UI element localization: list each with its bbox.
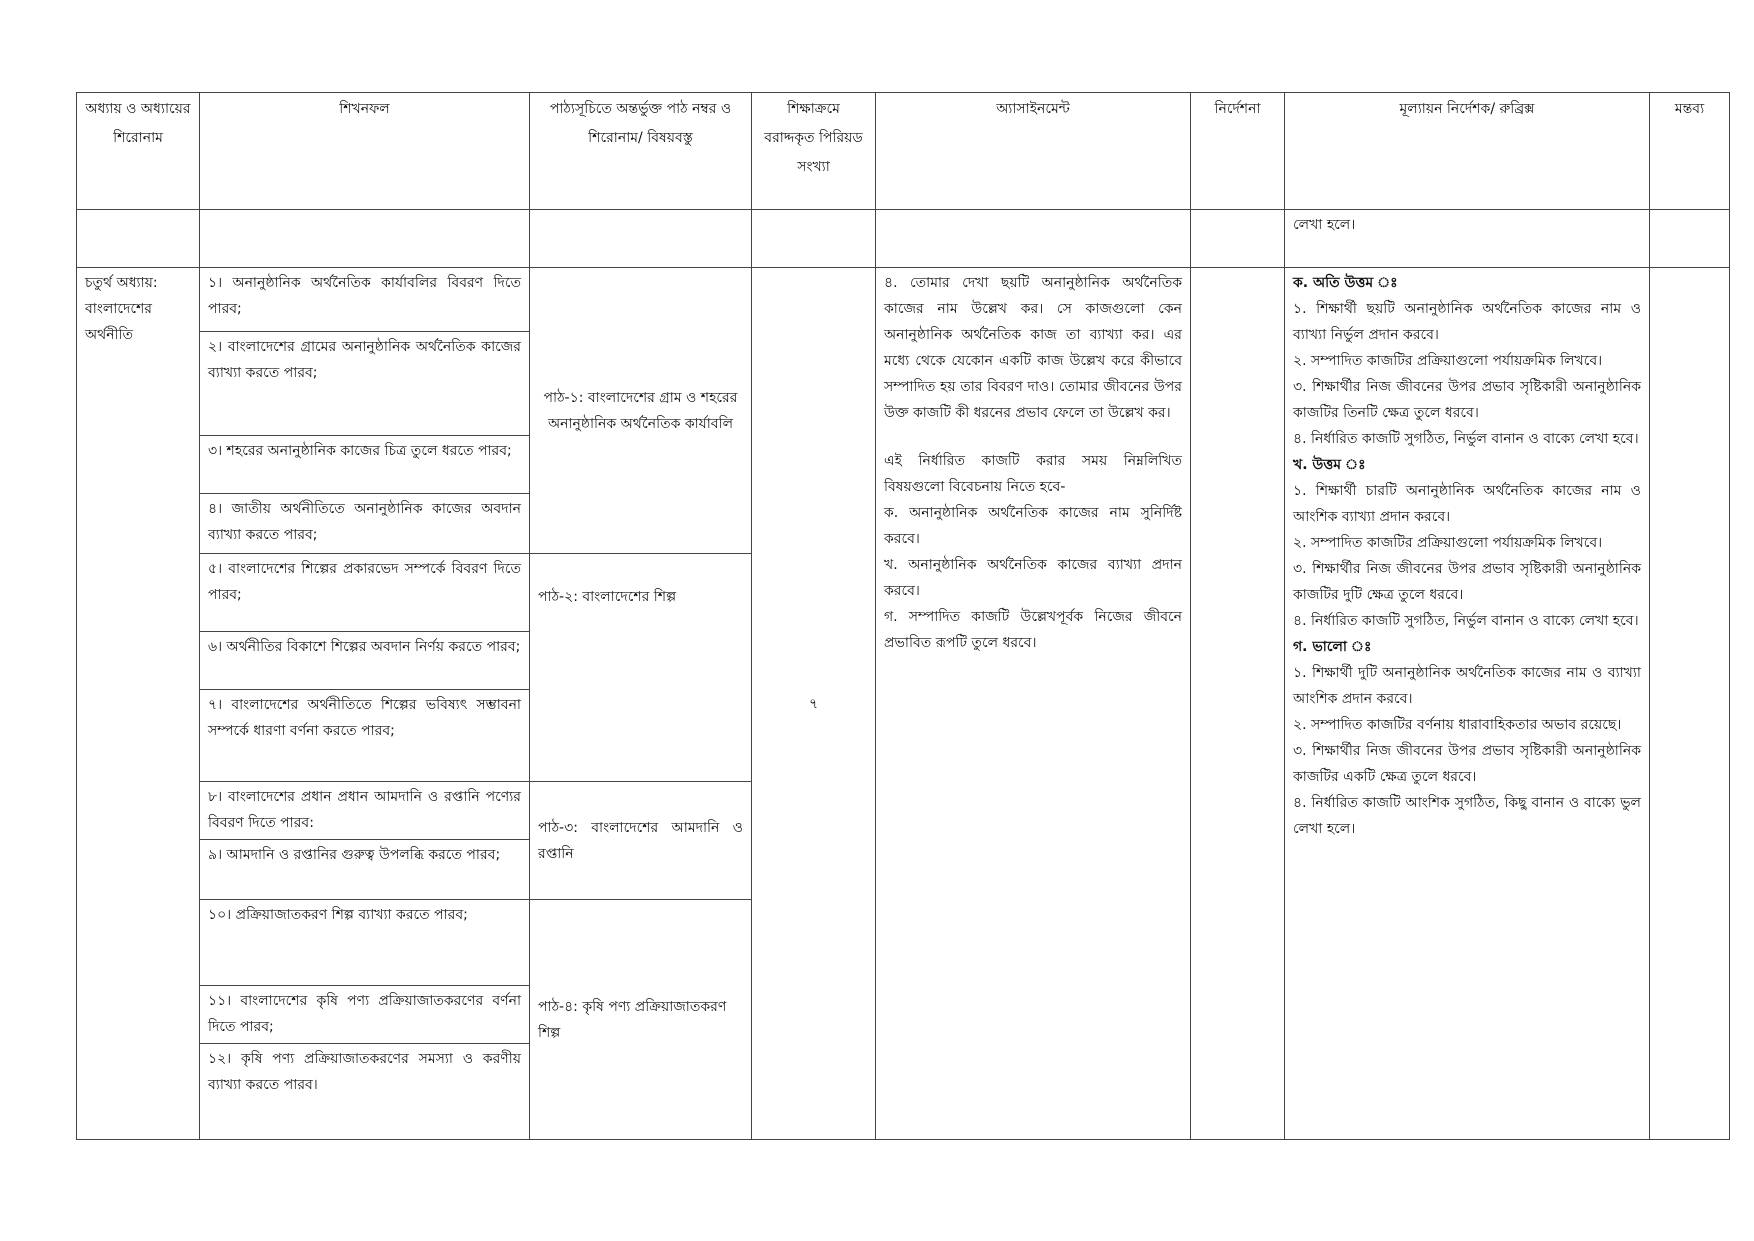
rubric-item: ৪. নির্ধারিত কাজটি আংশিক সুগঠিত, কিছু বানান ও বাক্যে ভুল লেখা হলে।: [1293, 795, 1641, 837]
assignment-cell: [876, 268, 1191, 1140]
header-lessons: পাঠ্যসূচিতে অন্তর্ভুক্ত পাঠ নম্বর ও শিরোনাম/ বিষয়বস্তু: [530, 93, 752, 210]
lesson-1: পাঠ-১: বাংলাদেশের গ্রাম ও শহরের অনানুষ্ঠানিক অর্থনৈতিক কার্যাবলি: [530, 268, 752, 554]
lesson-3: পাঠ-৩: বাংলাদেশের আমদানি ও রপ্তানি: [530, 782, 752, 900]
outcome-3: ৩। শহরের অনানুষ্ঠানিক কাজের চিত্র তুলে ধরতে পারব;: [200, 436, 530, 494]
lesson-4: পাঠ-৪: কৃষি পণ্য প্রক্রিয়াজাতকরণ শিল্প: [530, 900, 752, 1140]
rubric-item: ২. সম্পাদিত কাজটির বর্ণনায় ধারাবাহিকতার অভাব রয়েছে।: [1293, 717, 1622, 733]
header-chapter: অধ্যায় ও অধ্যায়ের শিরোনাম: [77, 93, 200, 210]
outcome-11: ১১। বাংলাদেশের কৃষি পণ্য প্রক্রিয়াজাতকরণের বর্ণনা দিতে পারব;: [200, 986, 530, 1044]
outcome-10: ১০। প্রক্রিয়াজাতকরণ শিল্প ব্যাখ্যা করতে পারব;: [200, 900, 530, 986]
remarks-cell: [1650, 268, 1730, 1140]
rubric-item: ৩. শিক্ষার্থীর নিজ জীবনের উপর প্রভাব সৃষ্টিকারী অনানুষ্ঠানিক কাজটির দুটি ক্ষেত্র তুলে ধরবে।: [1293, 561, 1641, 603]
outcome-7: ৭। বাংলাদেশের অর্থনীতিতে শিল্পের ভবিষ্যৎ সম্ভাবনা সম্পর্কে ধারণা বর্ণনা করতে পারব;: [200, 690, 530, 782]
outcome-2: ২। বাংলাদেশের গ্রামের অনানুষ্ঠানিক অর্থনৈতিক কাজের ব্যাখ্যা করতে পারব;: [200, 332, 530, 436]
rubric-heading: ক. অতি উত্তম ঃ: [1293, 275, 1398, 291]
rubric-cell: [1285, 268, 1650, 1140]
rubric-item: ৪. নির্ধারিত কাজটি সুগঠিত, নির্ভুল বানান ও বাক্যে লেখা হবে।: [1293, 613, 1639, 629]
header-outcomes: শিখনফল: [200, 93, 530, 210]
table-row: [77, 268, 1730, 332]
header-instruction: নির্দেশনা: [1191, 93, 1285, 210]
header-rubric: মূল্যায়ন নির্দেশক/ রুব্রিক্স: [1285, 93, 1650, 210]
rubric-heading: গ. ভালো ঃ: [1293, 639, 1372, 655]
assignment-intro: এই নির্ধারিত কাজটি করার সময় নিম্নলিখিত বিষয়গুলো বিবেচনায় নিতে হবে-: [884, 453, 1182, 495]
rubric-heading: খ. উত্তম ঃ: [1293, 457, 1366, 473]
outcome-12: ১২। কৃষি পণ্য প্রক্রিয়াজাতকরণের সমস্যা ও করণীয় ব্যাখ্যা করতে পারব।: [200, 1044, 530, 1140]
assignment-point: ক. অনানুষ্ঠানিক অর্থনৈতিক কাজের নাম সুনির্দিষ্ট করবে।: [884, 505, 1182, 547]
outcome-6: ৬। অর্থনীতির বিকাশে শিল্পের অবদান নির্ণয় করতে পারব;: [200, 632, 530, 690]
syllabus-table: [76, 92, 1730, 1140]
header-remarks: মন্তব্য: [1650, 93, 1730, 210]
outcome-8: ৮। বাংলাদেশের প্রধান প্রধান আমদানি ও রপ্তানি পণ্যের বিবরণ দিতে পারব:: [200, 782, 530, 840]
rubric-item: ২. সম্পাদিত কাজটির প্রক্রিয়াগুলো পর্যায়ক্রমিক লিখবে।: [1293, 353, 1603, 369]
header-assignment: অ্যাসাইনমেন্ট: [876, 93, 1191, 210]
outcome-5: ৫। বাংলাদেশের শিল্পের প্রকারভেদ সম্পর্কে বিবরণ দিতে পারব;: [200, 554, 530, 632]
assignment-point: খ. অনানুষ্ঠানিক অর্থনৈতিক কাজের ব্যাখ্যা প্রদান করবে।: [884, 557, 1182, 599]
outcome-4: ৪। জাতীয় অর্থনীতিতে অনানুষ্ঠানিক কাজের অবদান ব্যাখ্যা করতে পারব;: [200, 494, 530, 554]
rubric-item: ৪. নির্ধারিত কাজটি সুগঠিত, নির্ভুল বানান ও বাক্যে লেখা হবে।: [1293, 431, 1639, 447]
carry-over-row: [77, 210, 1730, 268]
header-row: [77, 93, 1730, 210]
assignment-task: ৪. তোমার দেখা ছয়টি অনানুষ্ঠানিক অর্থনৈতিক কাজের নাম উল্লেখ কর। সে কাজগুলো কেন অনানুষ্ঠানিক অর্থনৈতিক কাজ তা ব্যাখ্যা কর। এর মধ্যে থেকে যেকোন একটি কাজ উল্লেখ করে কীভাবে সম্পাদিত হয় তার বিবরণ দাও। তোমার জীবনের উপর উক্ত কাজটি কী ধরনের প্রভাব ফেলে তা উল্লেখ কর।: [884, 275, 1182, 421]
carry-over-rubric: লেখা হলে।: [1285, 210, 1650, 268]
period-count: ৭: [752, 268, 876, 1140]
rubric-item: ৩. শিক্ষার্থীর নিজ জীবনের উপর প্রভাব সৃষ্টিকারী অনানুষ্ঠানিক কাজটির একটি ক্ষেত্র তুলে ধরবে।: [1293, 743, 1641, 785]
assignment-point: গ. সম্পাদিত কাজটি উল্লেখপূর্বক নিজের জীবনে প্রভাবিত রূপটি তুলে ধরবে।: [884, 609, 1182, 651]
rubric-item: ১. শিক্ষার্থী ছয়টি অনানুষ্ঠানিক অর্থনৈতিক কাজের নাম ও ব্যাখ্যা নির্ভুল প্রদান করবে।: [1293, 301, 1641, 343]
rubric-item: ২. সম্পাদিত কাজটির প্রক্রিয়াগুলো পর্যায়ক্রমিক লিখবে।: [1293, 535, 1603, 551]
outcome-9: ৯। আমদানি ও রপ্তানির গুরুত্ব উপলব্ধি করতে পারব;: [200, 840, 530, 900]
header-periods: শিক্ষাক্রমে বরাদ্দকৃত পিরিয়ড সংখ্যা: [752, 93, 876, 210]
chapter-title: চতুর্থ অধ্যায়: বাংলাদেশের অর্থনীতি: [77, 268, 200, 1140]
rubric-item: ১. শিক্ষার্থী দুটি অনানুষ্ঠানিক অর্থনৈতিক কাজের নাম ও ব্যাখ্যা আংশিক প্রদান করবে।: [1293, 665, 1641, 707]
instruction-cell: [1191, 268, 1285, 1140]
outcome-1: ১। অনানুষ্ঠানিক অর্থনৈতিক কার্যাবলির বিবরণ দিতে পারব;: [200, 268, 530, 332]
rubric-item: ১. শিক্ষার্থী চারটি অনানুষ্ঠানিক অর্থনৈতিক কাজের নাম ও আংশিক ব্যাখ্যা প্রদান করবে।: [1293, 483, 1641, 525]
rubric-item: ৩. শিক্ষার্থীর নিজ জীবনের উপর প্রভাব সৃষ্টিকারী অনানুষ্ঠানিক কাজটির তিনটি ক্ষেত্র তুলে ধরবে।: [1293, 379, 1641, 421]
lesson-2: পাঠ-২: বাংলাদেশের শিল্প: [530, 554, 752, 782]
